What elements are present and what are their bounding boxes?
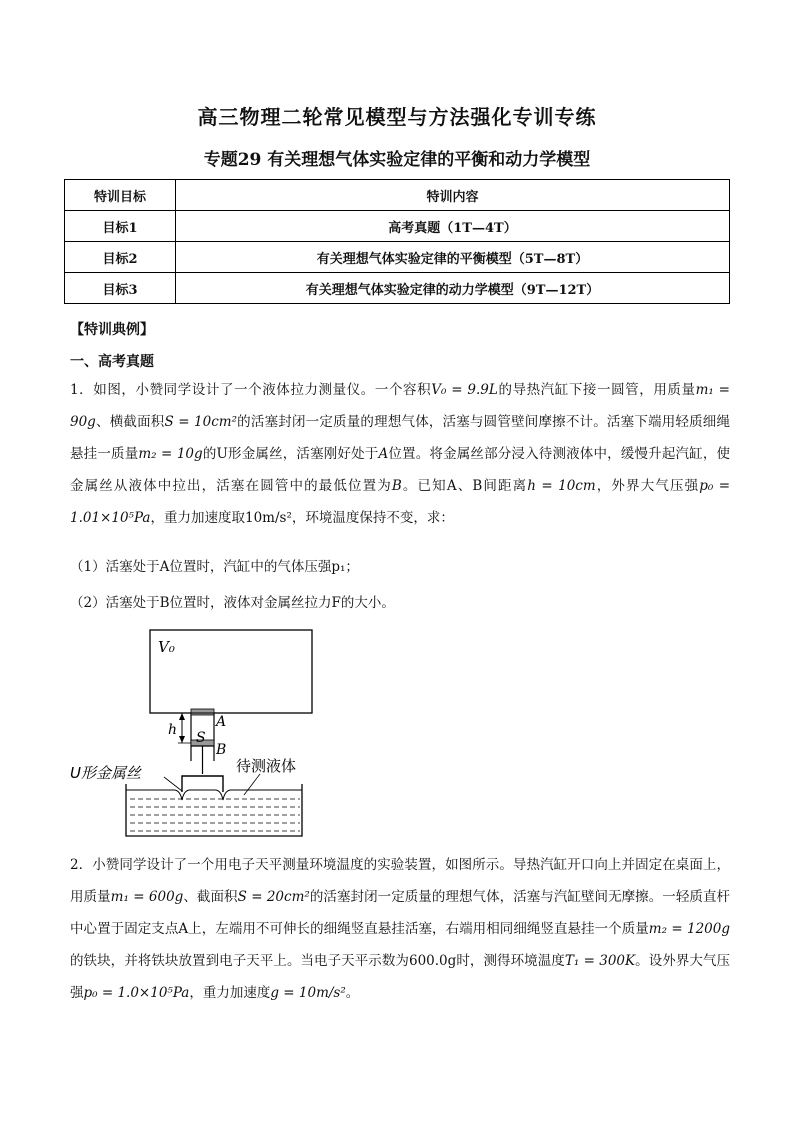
label-a: A [216, 714, 227, 730]
section-heading: 一、高考真题 [70, 354, 154, 370]
formula-s: S = 20cm² [237, 889, 310, 905]
q1-text: ，外界大气压强 [595, 478, 700, 494]
q2-text: 。 [345, 985, 360, 1001]
table-cell: 有关理想气体实验定律的平衡模型（5T—8T） [176, 242, 730, 273]
document-title: 高三物理二轮常见模型与方法强化专训专练 [197, 105, 597, 129]
table-cell: 高考真题（1T—4T） [176, 211, 730, 242]
position-b: B [391, 478, 402, 494]
table-header-row [65, 180, 730, 211]
formula-p0: p₀ = 1.01×10⁵Pa [70, 478, 731, 526]
q2-text: 。设外界大气压强 [70, 953, 731, 1001]
formula-m1: m₁ = 90g [70, 382, 730, 430]
q2-text: 的活塞封闭一定质量的理想气体，活塞与汽缸壁间无摩擦。一轻质直杆中心置于固定支点A上，左端用不可伸长的细绳竖直悬挂活塞，右端用相同细绳竖直悬挂一个质量 [70, 889, 731, 937]
label-v0: V₀ [158, 638, 175, 656]
q1-text: ，重力加速度取10m/s²，环境温度保持不变，求： [150, 510, 454, 526]
q2-text: 的铁块，并将铁块放置到电子天平上。当电子天平示数为 [70, 953, 409, 969]
liquid-leader [244, 774, 260, 795]
document-subtitle: 专题29 有关理想气体实验定律的平衡和动力学模型 [203, 150, 591, 170]
question-2-text [70, 849, 730, 1009]
position-a: A [378, 446, 389, 462]
label-h: h [168, 722, 178, 738]
formula-g: g = 10m/s² [270, 985, 346, 1001]
q1-text: 的活塞封闭一定质量的理想气体，活塞与圆管壁间摩擦不计。活塞下端用轻质细绳悬挂一质量 [70, 414, 730, 462]
q1-text: 的U形金属丝，活塞刚好处于 [202, 446, 379, 462]
table-cell: 目标3 [65, 273, 176, 304]
q1-text: 的导热汽缸下接一圆管，用质量 [497, 382, 696, 398]
formula-m2: m₂ = 1200g [648, 921, 730, 937]
table-row [65, 273, 730, 304]
table-cell: 有关理想气体实验定律的动力学模型（9T—12T） [176, 273, 730, 304]
training-targets-table [64, 179, 730, 304]
apparatus-figure [70, 622, 318, 840]
question-1-part-1: （1）活塞处于A位置时，汽缸中的气体压强p₁； [70, 559, 359, 575]
label-u-wire [70, 764, 143, 782]
question-1-text [70, 374, 730, 534]
table-row [65, 211, 730, 242]
u-wire-leader [164, 777, 182, 791]
label-s: S [196, 730, 206, 746]
table-row [65, 242, 730, 273]
q1-text: 。已知A、B间距离 [401, 478, 528, 494]
label-b: B [216, 742, 227, 758]
formula-p0: p₀ = 1.0×10⁵Pa [83, 985, 190, 1001]
q2-text: 时，测得环境温度 [456, 953, 565, 969]
liquid-vessel [126, 784, 302, 836]
table-header-cell: 特训内容 [176, 180, 730, 211]
formula-t1: T₁ = 300K [564, 953, 636, 969]
formula-h: h = 10cm [527, 478, 596, 494]
q2-text: ，重力加速度 [189, 985, 271, 1001]
liquid-surface [126, 790, 302, 800]
label-u-wire-text: U形金属丝 [70, 764, 141, 782]
piston-position-a [191, 709, 214, 715]
label-liquid: 待测液体 [236, 757, 297, 775]
formula-s: S = 10cm² [164, 414, 237, 430]
formula-v0: V₀ = 9.9L [431, 382, 498, 398]
q2-text: 2．小赞同学设计了一个用电子天平测量环境温度的实验装置，如图所示。导热汽缸开口向上并固定在桌面上，用质量 [70, 857, 730, 905]
q1-text: 1．如图，小赞同学设计了一个液体拉力测量仪。一个容积 [70, 382, 432, 398]
question-1-part-2: （2）活塞处于B位置时，液体对金属丝拉力F的大小。 [70, 595, 395, 611]
section-label: 【特训典例】 [70, 322, 154, 338]
h-arrow-up [179, 713, 185, 720]
q1-text: 、横截面积 [95, 414, 165, 430]
q2-text: 、截面积 [183, 889, 238, 905]
balance-reading: 600.0g [408, 953, 457, 969]
formula-m2: m₂ = 10g [138, 446, 203, 462]
table-header-cell: 特训目标 [65, 180, 176, 211]
h-arrow-down [179, 736, 185, 743]
q1-text: 位置。将金属丝部分浸入待测液体中，缓慢升起汽缸，使金属丝从液体中拉出，活塞在圆管中的最低位置为 [70, 446, 731, 494]
formula-m1: m₁ = 600g [110, 889, 184, 905]
table-cell: 目标2 [65, 242, 176, 273]
table-cell: 目标1 [65, 211, 176, 242]
